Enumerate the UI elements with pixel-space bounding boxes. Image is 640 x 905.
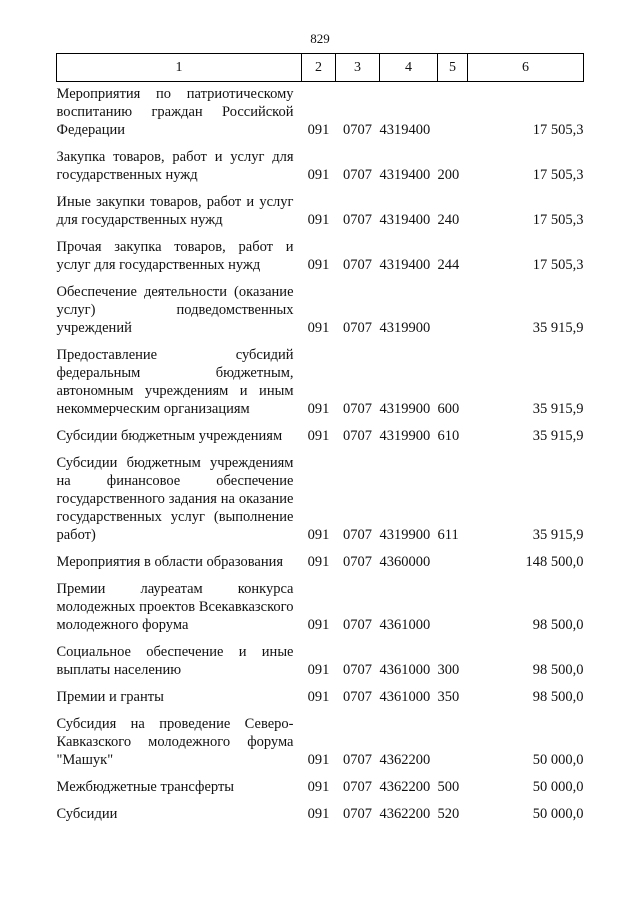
table-row bbox=[57, 144, 584, 189]
ministry-code: 091 bbox=[307, 554, 330, 570]
table-row bbox=[57, 82, 584, 145]
page-number: 829 bbox=[310, 31, 330, 46]
table-row bbox=[57, 450, 584, 549]
target-article-code: 4319400 bbox=[379, 257, 431, 273]
target-article-code: 4319900 bbox=[379, 401, 431, 417]
table-row bbox=[57, 549, 584, 576]
row-name: Предоставление субсидий федеральным бюджетным, автономным учреждениям и иным некоммерческим организациям bbox=[56, 347, 294, 417]
column-header: 1 bbox=[57, 54, 302, 82]
row-name: Иные закупки товаров, работ и услуг для государственных нужд bbox=[56, 194, 294, 228]
target-article-code: 4362200 bbox=[379, 806, 431, 822]
amount: 17 505,3 bbox=[532, 167, 584, 183]
table-row bbox=[57, 684, 584, 711]
section-code: 0707 bbox=[343, 122, 372, 138]
ministry-code: 091 bbox=[307, 320, 330, 336]
expense-type-code bbox=[438, 82, 468, 145]
amount: 35 915,9 bbox=[532, 320, 584, 336]
target-article-code: 4319900 bbox=[379, 527, 431, 543]
expense-type-code: 200 bbox=[437, 167, 460, 183]
target-article-code: 4319400 bbox=[379, 212, 431, 228]
ministry-code: 091 bbox=[307, 167, 330, 183]
section-code: 0707 bbox=[343, 806, 372, 822]
target-article-code: 4360000 bbox=[379, 554, 431, 570]
amount: 98 500,0 bbox=[532, 689, 584, 705]
expense-type-code: 600 bbox=[437, 401, 460, 417]
table-row bbox=[57, 342, 584, 423]
table-row bbox=[57, 234, 584, 279]
amount: 50 000,0 bbox=[532, 779, 584, 795]
row-name: Субсидии bbox=[56, 806, 118, 822]
expense-type-code: 610 bbox=[437, 428, 460, 444]
amount: 17 505,3 bbox=[532, 212, 584, 228]
section-code: 0707 bbox=[343, 320, 372, 336]
ministry-code: 091 bbox=[307, 401, 330, 417]
section-code: 0707 bbox=[343, 779, 372, 795]
expense-type-code bbox=[438, 279, 468, 342]
table-row bbox=[57, 423, 584, 450]
expense-type-code bbox=[438, 576, 468, 639]
row-name: Социальное обеспечение и иные выплаты населению bbox=[56, 644, 294, 678]
section-code: 0707 bbox=[343, 689, 372, 705]
amount: 50 000,0 bbox=[532, 752, 584, 768]
ministry-code: 091 bbox=[307, 212, 330, 228]
section-code: 0707 bbox=[343, 257, 372, 273]
ministry-code: 091 bbox=[307, 617, 330, 633]
row-name: Закупка товаров, работ и услуг для государственных нужд bbox=[56, 149, 294, 183]
table-row bbox=[57, 801, 584, 828]
table-row bbox=[57, 774, 584, 801]
expense-type-code: 520 bbox=[437, 806, 460, 822]
column-header: 2 bbox=[302, 54, 336, 82]
ministry-code: 091 bbox=[307, 752, 330, 768]
column-header: 4 bbox=[380, 54, 438, 82]
ministry-code: 091 bbox=[307, 257, 330, 273]
section-code: 0707 bbox=[343, 401, 372, 417]
section-code: 0707 bbox=[343, 662, 372, 678]
expense-type-code: 300 bbox=[437, 662, 460, 678]
amount: 17 505,3 bbox=[532, 257, 584, 273]
amount: 17 505,3 bbox=[532, 122, 584, 138]
section-code: 0707 bbox=[343, 428, 372, 444]
row-name: Межбюджетные трансферты bbox=[56, 779, 235, 795]
expense-type-code: 500 bbox=[437, 779, 460, 795]
column-header: 6 bbox=[468, 54, 584, 82]
budget-table bbox=[56, 53, 584, 828]
section-code: 0707 bbox=[343, 617, 372, 633]
target-article-code: 4361000 bbox=[379, 662, 431, 678]
section-code: 0707 bbox=[343, 167, 372, 183]
ministry-code: 091 bbox=[307, 122, 330, 138]
target-article-code: 4362200 bbox=[379, 779, 431, 795]
row-name: Субсидия на проведение Северо-Кавказского молодежного форума "Машук" bbox=[56, 716, 294, 768]
target-article-code: 4319400 bbox=[379, 122, 431, 138]
table-row bbox=[57, 279, 584, 342]
amount: 35 915,9 bbox=[532, 401, 584, 417]
expense-type-code: 240 bbox=[437, 212, 460, 228]
target-article-code: 4361000 bbox=[379, 617, 431, 633]
row-name: Премии лауреатам конкурса молодежных проектов Всекавказского молодежного форума bbox=[56, 581, 294, 633]
target-article-code: 4319900 bbox=[379, 428, 431, 444]
table-row bbox=[57, 576, 584, 639]
section-code: 0707 bbox=[343, 212, 372, 228]
amount: 35 915,9 bbox=[532, 428, 584, 444]
ministry-code: 091 bbox=[307, 689, 330, 705]
target-article-code: 4319400 bbox=[379, 167, 431, 183]
ministry-code: 091 bbox=[307, 527, 330, 543]
expense-type-code: 611 bbox=[437, 527, 459, 543]
table-row bbox=[57, 711, 584, 774]
ministry-code: 091 bbox=[307, 428, 330, 444]
expense-type-code: 244 bbox=[437, 257, 460, 273]
column-header: 3 bbox=[336, 54, 380, 82]
ministry-code: 091 bbox=[307, 662, 330, 678]
amount: 98 500,0 bbox=[532, 662, 584, 678]
section-code: 0707 bbox=[343, 752, 372, 768]
column-header: 5 bbox=[438, 54, 468, 82]
ministry-code: 091 bbox=[307, 806, 330, 822]
table-header bbox=[57, 54, 584, 82]
row-name: Прочая закупка товаров, работ и услуг для государственных нужд bbox=[56, 239, 294, 273]
row-name: Премии и гранты bbox=[56, 689, 164, 705]
target-article-code: 4362200 bbox=[379, 752, 431, 768]
table-row bbox=[57, 639, 584, 684]
table-body bbox=[57, 82, 584, 829]
amount: 35 915,9 bbox=[532, 527, 584, 543]
row-name: Субсидии бюджетным учреждениям на финансовое обеспечение государственного задания на оказание государственных услуг (выполнение работ) bbox=[56, 455, 294, 543]
expense-type-code: 350 bbox=[437, 689, 460, 705]
amount: 98 500,0 bbox=[532, 617, 584, 633]
row-name: Субсидии бюджетным учреждениям bbox=[56, 428, 283, 444]
expense-type-code bbox=[438, 711, 468, 774]
section-code: 0707 bbox=[343, 554, 372, 570]
section-code: 0707 bbox=[343, 527, 372, 543]
ministry-code: 091 bbox=[307, 779, 330, 795]
row-name: Мероприятия по патриотическому воспитанию граждан Российской Федерации bbox=[56, 86, 294, 138]
amount: 148 500,0 bbox=[525, 554, 584, 570]
target-article-code: 4361000 bbox=[379, 689, 431, 705]
target-article-code: 4319900 bbox=[379, 320, 431, 336]
amount: 50 000,0 bbox=[532, 806, 584, 822]
row-name: Обеспечение деятельности (оказание услуг) подведомственных учреждений bbox=[56, 284, 294, 336]
row-name: Мероприятия в области образования bbox=[56, 554, 284, 570]
expense-type-code bbox=[438, 549, 468, 576]
table-row bbox=[57, 189, 584, 234]
